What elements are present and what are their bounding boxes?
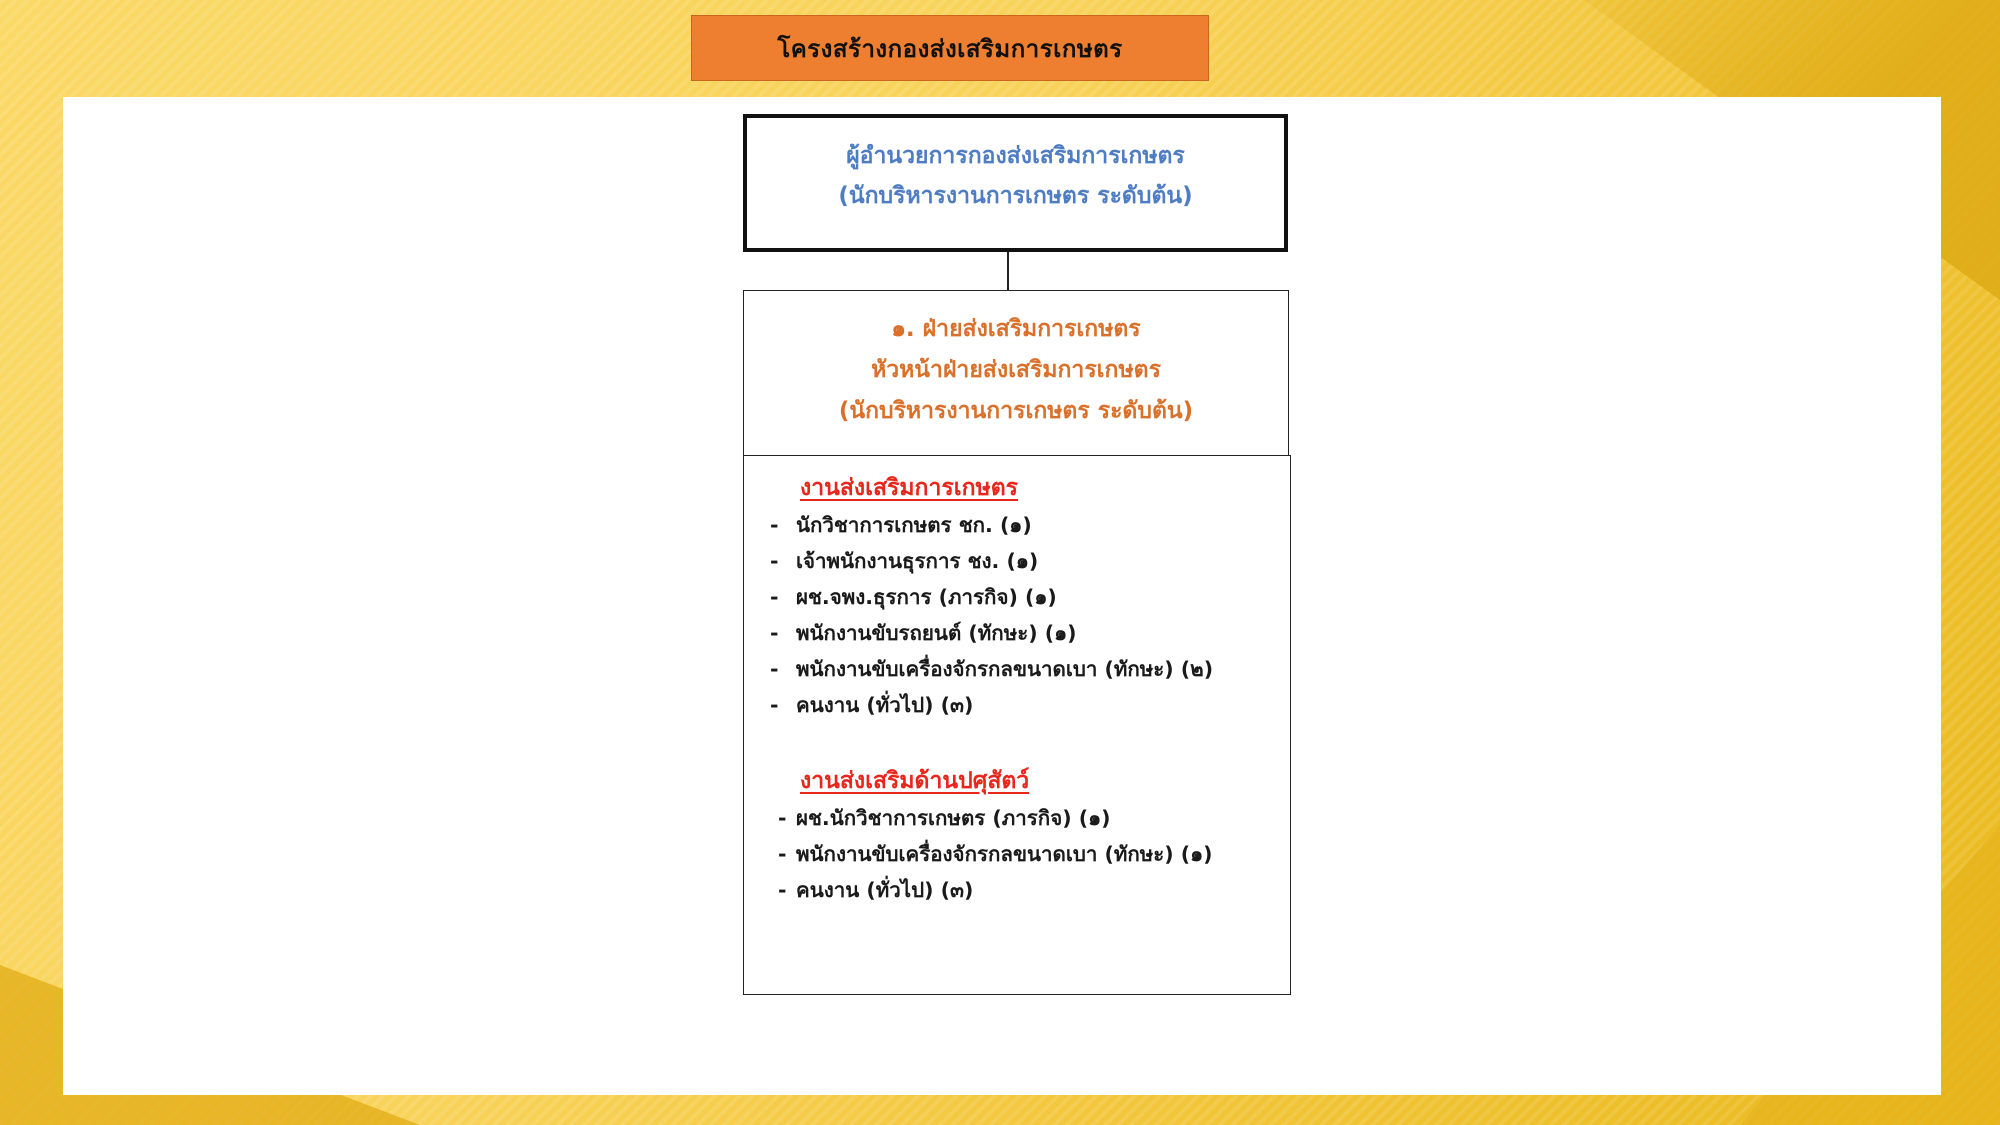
staff-item-text: คนงาน (ทั่วไป) (๓) [796,693,974,717]
section-name: ๑. ฝ่ายส่งเสริมการเกษตร [891,315,1141,342]
connector-line [1007,252,1009,290]
staff-list-livestock [778,800,1213,908]
section-box [743,290,1289,456]
list-dash: - [770,549,779,573]
unit-heading-agriculture: งานส่งเสริมการเกษตร [800,475,1018,501]
staff-item [778,872,1213,908]
staff-item [770,579,1213,615]
list-dash: - [770,513,779,537]
list-dash: - [778,878,787,902]
list-dash: - [770,585,779,609]
list-dash: - [778,842,787,866]
list-dash: - [770,657,779,681]
staff-list-agriculture [770,507,1213,723]
staff-item-text: ผช.นักวิชาการเกษตร (ภารกิจ) (๑) [796,806,1111,830]
staff-item [770,543,1213,579]
director-title: ผู้อำนวยการกองส่งเสริมการเกษตร [846,143,1185,169]
unit-heading-livestock: งานส่งเสริมด้านปศุสัตว์ [800,768,1030,794]
list-dash: - [778,806,787,830]
staff-item-text: เจ้าพนักงานธุรการ ชง. (๑) [796,549,1039,573]
list-dash: - [770,693,779,717]
section-position: (นักบริหารงานการเกษตร ระดับต้น) [838,397,1194,424]
staff-item-text: พนักงานขับเครื่องจักรกลขนาดเบา (ทักษะ) (๒) [796,657,1214,681]
list-dash: - [770,621,779,645]
staff-item [770,687,1213,723]
slide-title: โครงสร้างกองส่งเสริมการเกษตร [691,15,1209,81]
staff-item [778,836,1213,872]
staff-item [770,651,1213,687]
director-position: (นักบริหารงานการเกษตร ระดับต้น) [838,183,1193,209]
staff-item-text: นักวิชาการเกษตร ชก. (๑) [796,513,1032,537]
staff-item-text: คนงาน (ทั่วไป) (๓) [796,878,974,902]
staff-item [778,800,1213,836]
staff-item [770,615,1213,651]
staff-item [770,507,1213,543]
staff-item-text: ผช.จพง.ธุรการ (ภารกิจ) (๑) [796,585,1057,609]
staff-item-text: พนักงานขับเครื่องจักรกลขนาดเบา (ทักษะ) (๑) [796,842,1213,866]
section-head: หัวหน้าฝ่ายส่งเสริมการเกษตร [871,356,1161,383]
director-box [743,114,1288,252]
staff-item-text: พนักงานขับรถยนต์ (ทักษะ) (๑) [796,621,1077,645]
